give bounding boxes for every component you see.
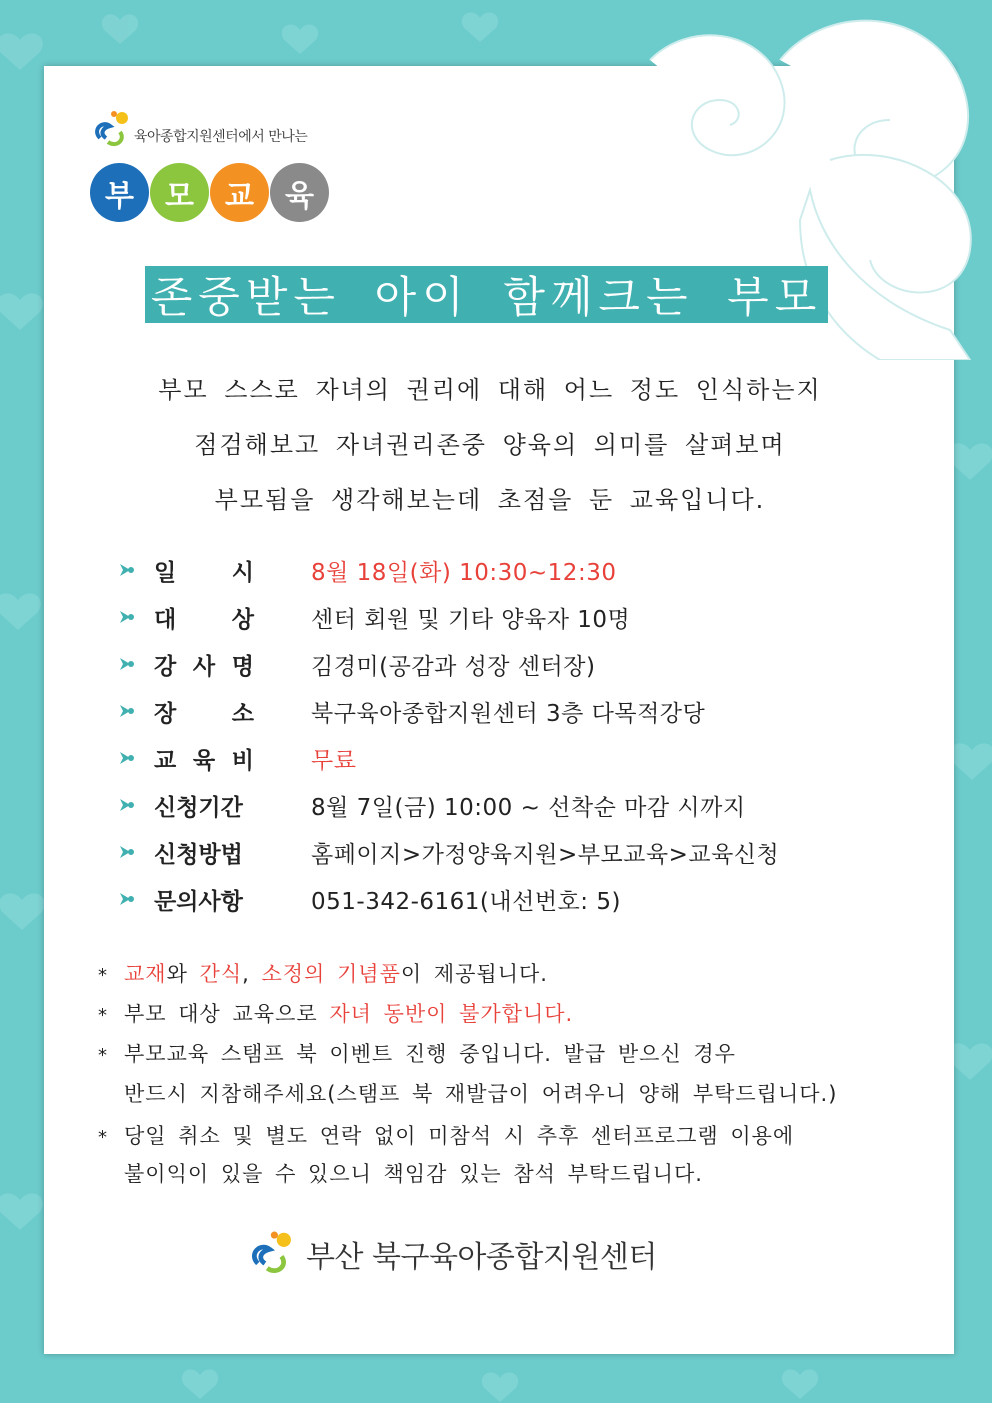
intro-line: 점검해보고 자녀권리존중 양육의 의미를 살펴보며 <box>194 431 786 459</box>
detail-label: 장 소 <box>154 700 254 727</box>
arrow-bullet-icon <box>118 655 136 673</box>
circle-char: 모 <box>150 163 209 222</box>
detail-label: 신청방법 <box>154 841 243 868</box>
circle-char: 부 <box>90 163 149 222</box>
detail-value: 8월 7일(금) 10:00 ~ 선착순 마감 시까지 <box>311 794 746 821</box>
circle-char: 육 <box>270 163 329 222</box>
note-text: 와 <box>166 962 200 986</box>
detail-value: 김경미(공감과 성장 센터장) <box>311 653 596 680</box>
detail-label: 일 시 <box>154 559 254 586</box>
note-cancellation <box>98 1120 794 1150</box>
note-text: 부모교육 스탬프 북 이벤트 진행 중입니다. 발급 받으신 경우 <box>124 1042 736 1066</box>
intro-line: 부모됨을 생각해보는데 초점을 둔 교육입니다. <box>214 486 766 514</box>
circle-char: 교 <box>210 163 269 222</box>
center-logo <box>92 106 307 152</box>
main-title: 존중받는 아이 함께크는 부모 <box>145 266 828 323</box>
program-title-circles <box>90 163 329 222</box>
detail-row <box>118 741 357 775</box>
note-star: * <box>98 1045 108 1066</box>
detail-value: 홈페이지>가정양육지원>부모교육>교육신청 <box>311 841 780 868</box>
note-text: 당일 취소 및 별도 연락 없이 미참석 시 추후 센터프로그램 이용에 <box>124 1124 795 1148</box>
note-text: 부모 대상 교육으로 <box>124 1002 330 1026</box>
note-stamp-book-cont: 반드시 지참해주세요(스탬프 북 재발급이 어려우니 양해 부탁드립니다.) <box>124 1082 838 1106</box>
detail-label: 교 육 비 <box>154 747 254 774</box>
arrow-bullet-icon <box>118 843 136 861</box>
detail-label: 신청기간 <box>154 794 243 821</box>
detail-row <box>118 882 621 916</box>
arrow-bullet-icon <box>118 561 136 579</box>
detail-row <box>118 647 596 681</box>
detail-value: 무료 <box>311 747 357 774</box>
note-materials <box>98 958 548 988</box>
arrow-bullet-icon <box>118 890 136 908</box>
arrow-bullet-icon <box>118 608 136 626</box>
detail-row <box>118 553 617 587</box>
note-text: 이 제공됩니다. <box>400 962 548 986</box>
detail-label: 대 상 <box>154 606 254 633</box>
detail-row <box>118 600 631 634</box>
note-cancellation-cont: 불이익이 있을 수 있으니 책임감 있는 참석 부탁드립니다. <box>124 1162 703 1186</box>
detail-value: 북구육아종합지원센터 3층 다목적강당 <box>311 700 706 727</box>
detail-row <box>118 694 706 728</box>
intro-line: 부모 스스로 자녀의 권리에 대해 어느 정도 인식하는지 <box>158 376 822 404</box>
note-text-highlight: 소정의 기념품 <box>261 962 401 986</box>
detail-value: 051-342-6161(내선번호: 5) <box>311 888 621 915</box>
detail-row <box>118 835 780 869</box>
center-tagline: 육아종합지원센터에서 만나는 <box>134 129 308 145</box>
detail-value: 8월 18일(화) 10:30~12:30 <box>311 559 617 586</box>
note-star: * <box>98 1127 108 1148</box>
note-text-highlight: 자녀 동반이 불가합니다. <box>329 1002 574 1026</box>
arrow-bullet-icon <box>118 702 136 720</box>
center-logo-mark-icon <box>244 1228 300 1280</box>
note-stamp-book <box>98 1038 736 1068</box>
arrow-bullet-icon <box>118 796 136 814</box>
center-logo-mark-icon <box>92 108 132 152</box>
note-star: * <box>98 965 108 986</box>
detail-row <box>118 788 746 822</box>
note-text-highlight: 교재 <box>124 962 167 986</box>
detail-label: 문의사항 <box>154 888 243 915</box>
arrow-bullet-icon <box>118 749 136 767</box>
footer-org <box>244 1228 657 1280</box>
note-text: , <box>242 962 262 986</box>
note-no-children <box>98 998 573 1028</box>
footer-org-name: 부산 북구육아종합지원센터 <box>306 1240 657 1275</box>
detail-label: 강 사 명 <box>154 653 254 680</box>
detail-value: 센터 회원 및 기타 양육자 10명 <box>311 606 631 633</box>
note-star: * <box>98 1005 108 1026</box>
note-text-highlight: 간식 <box>199 962 243 986</box>
